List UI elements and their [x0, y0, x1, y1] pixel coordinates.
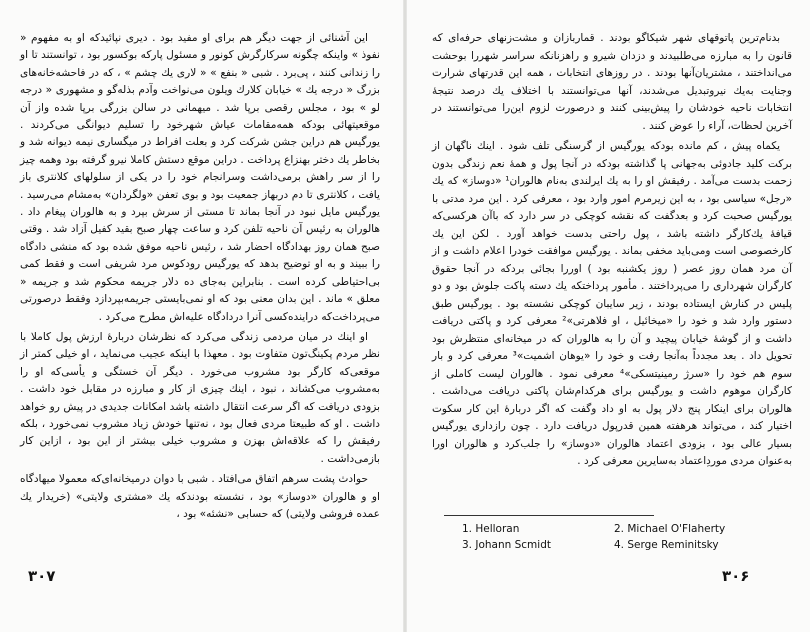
left-page: [20, 30, 380, 620]
footnote-divider: [444, 515, 654, 516]
page-number: ۳۰۷: [28, 567, 56, 585]
paragraph: او اینك در میان مردمی زندگی می‌کرد که نظرشان دربارهٔ ارزش پول کاملا با نظر مردم پکینگ‌تون متفاوت بود . معهذا با اینکه عجیب می‌نماید ، او خیلی کمتر از موقعی‌که کارگر بود مشروب می‌خورد . دیگر آن خستگی و یأسی‌که او را به‌مشروب می‌کشاند ، نبود ، اینك چیزی از کار و مبارزه در مقابل خود داشت . بزودی دریافت که اگر سرعت انتقال داشته باشد امکانات جدیدی در پیش رو خواهد داشت . او که طبیعتا مردی فعال بود ، نه‌تنها خودش زیاد مشروب نمی‌خورد ، بلکه رفیقش را که علاقه‌اش بهزن و مشروب خیلی بیشتر از این بود ، ازاین کار بازمی‌داشت .: [20, 330, 380, 465]
footnote-row: [462, 537, 782, 553]
paragraph: حوادث پشت سرهم اتفاق می‌افتاد . شبی با دوان درمیخانه‌ای‌که معمولا میهادگاه او و هالوران «دوساز» بود ، نشسته بودندکه یك «مشتری ولایتی» (خریدار یك عمده فروشی ولایتی) که حسابی «نشئه» بود ،: [20, 473, 380, 520]
footnote: 3. Johann Scmidt: [462, 539, 551, 551]
footnotes: [462, 521, 782, 553]
paragraph: یکماه پیش ، کم مانده بودکه یورگیس از گرسنگی تلف شود . اینك ناگهان از برکت کلید جادوئی به‌جهانی پا گذاشته بودکه در آنجا پول و همهٔ نعم زندگی بدون زحمت بدست می‌آمد . رفیقش او را به یك ایرلندی به‌نام هالوران¹ «دوساز» که یك «رجل» سیاسی بود ، به این زیرمرم امور وارد بود ، معرفی کرد . این مرد مدتی با یورگیس صحبت کرد و بعدگفت که نقشه کوچکی در سر دارد که باآن هرکسی‌که قیافهٔ یك‌کارگر داشته باشد ، پول راحتی بدست خواهد آورد . لکن این یك کارخصوصی است ومی‌باید مخفی بماند . یورگیس موافقت خودرا اعلام داشت و از آن مرد همان روز عصر ( روز یکشنبه بود ) اوررا بجائی بردکه در آنجا حقوق کارگران شهرداری را می‌پرداختند . مأمور پرداختکه یك دسته پاکت جلوش بود و دو پلیس در کنارش ایستاده بودند ، زیر سایبان کوچکی نشسته بود . یورگیس طبق دستور وارد شد و خود را «میخائیل ، او فلاهرتی»² معرفی کرد و پاکتی دریافت داشت و از گوشهٔ خیابان پیچید و آن را به هالوران که در میخانه‌ای منتظرش بود تحویل داد . بعد مجدداً به‌آنجا رفت و خود را «یوهان اشمیت»³ معرفی کرد و بار سوم هم خود را «سرژ رمینیتسکی»⁴ معرفی نمود . هالوران لیست کاملی از کارگران موهوم داشت و یورگیس برای هرکدام‌شان پاکتی دریافت می‌داشت . هالوران برای اینکار پنج دلار پول به او داد وگفت که اگر دربارهٔ این کار سکوت اختیار کند ، می‌تواند هرهفته همین قدرپول دریافت دارد . چون رازداری یورگیس بسیار عالی بود ، بزودی اعتماد هالوران «دوساز» را جلب‌کرد و هالوران اورا به‌عنوان مردی موردِاعتماد به‌سایرین معرفی کرد .: [432, 140, 793, 467]
paragraph: بدنام‌ترین پاتوقهای شهر شیکاگو بودند . قماربازان و مشت‌زنهای حرفه‌ای که قانون را به مبارزه می‌طلبیدند و دزدان شیرو و راهزنانکه سراسر شهررا بوحشت می‌انداختند ، مشتریان‌آنها بودند . در روزهای انتخابات ، همه این قدرتهای شرارت وجنایت به‌یك نیروتبدیل می‌شدند، آنها می‌توانستند با اختلاف یك درصد نتیجهٔ انتخابات ناحیه خودشان را پیش‌بینی کنند و درصورت لزوم این‌را می‌توانستند در آخرین لحظات، آراء را عوض کنند .: [432, 32, 792, 132]
page-number: ۳۰۶: [722, 567, 750, 585]
paragraph: این آشنائی از جهت دیگر هم برای او مفید بود . دیری نپائیدکه او به مفهوم « نفوذ » واینکه چگونه سرکارگرش کونور و مسئول پارکه بوکسور بود ، توانستند تا او را زندانی کنند ، پی‌برد . شبی « بنفع » « لاری یك چشم » ، که در فاحشه‌خانه‌های بزرگ « درجه یك » خیابان کلارك ویلون می‌نواخت وآدم بذله‌گو و مشهوری « درجه لو » بود ، مجلس رقصی برپا شد . میهمانی در سالن بزرگی برپا شده واز آن موقعیتهائی بودکه همه‌مقامات عیاش شهرخود را تسلیم دیوانگی می‌کردند . یورگیس هم دراین جشن شرکت کرد و بعلت افراط در میگساری نیمه دیوانه شد و بخاطر یك دختر بهنزاع پرداخت . دراین موقع دستش کاملا نیرو گرفته بود وهمه چیز را از سر راهش برمی‌داشت وسرانجام خود را در یکی از سلولهای کلانتری باز یافت ، کلانتری تا دم دربهاز جمعیت بود و بوی تعفن «ولگردان» به‌مشام می‌رسید . یورگیس مایل نبود در آنجا بماند تا مستی از سرش بپرد و به هالوران پیغام داد . هالوران به رئیس آن ناحیه تلفن کرد و ساعت چهار صبح بقید کفیل آزاد شد . وقتی صبح همان روز بهدادگاه احضار شد ، رئیس ناحیه موفق شده بود که منشی دادگاه را ببیند و به او توضیح بدهد که یورگیس رودکوس مرد شریفی است و فقط کمی بی‌احتیاطی کرده است . بنابراین به‌جای ده دلار جریمه محکوم شد و جریمه « معلق » ماند . این بدان معنی بود که او نمی‌بایستی جریمه‌بپردازد وفقط درصورتی می‌پرداخت‌که دراینده‌کسی آنرا دردادگاه علیه‌اش مطرح می‌کرد .: [20, 32, 380, 323]
footnote: 4. Serge Reminitsky: [614, 539, 719, 551]
footnote: 2. Michael O'Flaherty: [614, 523, 726, 535]
footnote: 1. Helloran: [462, 523, 520, 535]
footnote-row: [462, 521, 782, 537]
book-gutter: [403, 0, 407, 632]
